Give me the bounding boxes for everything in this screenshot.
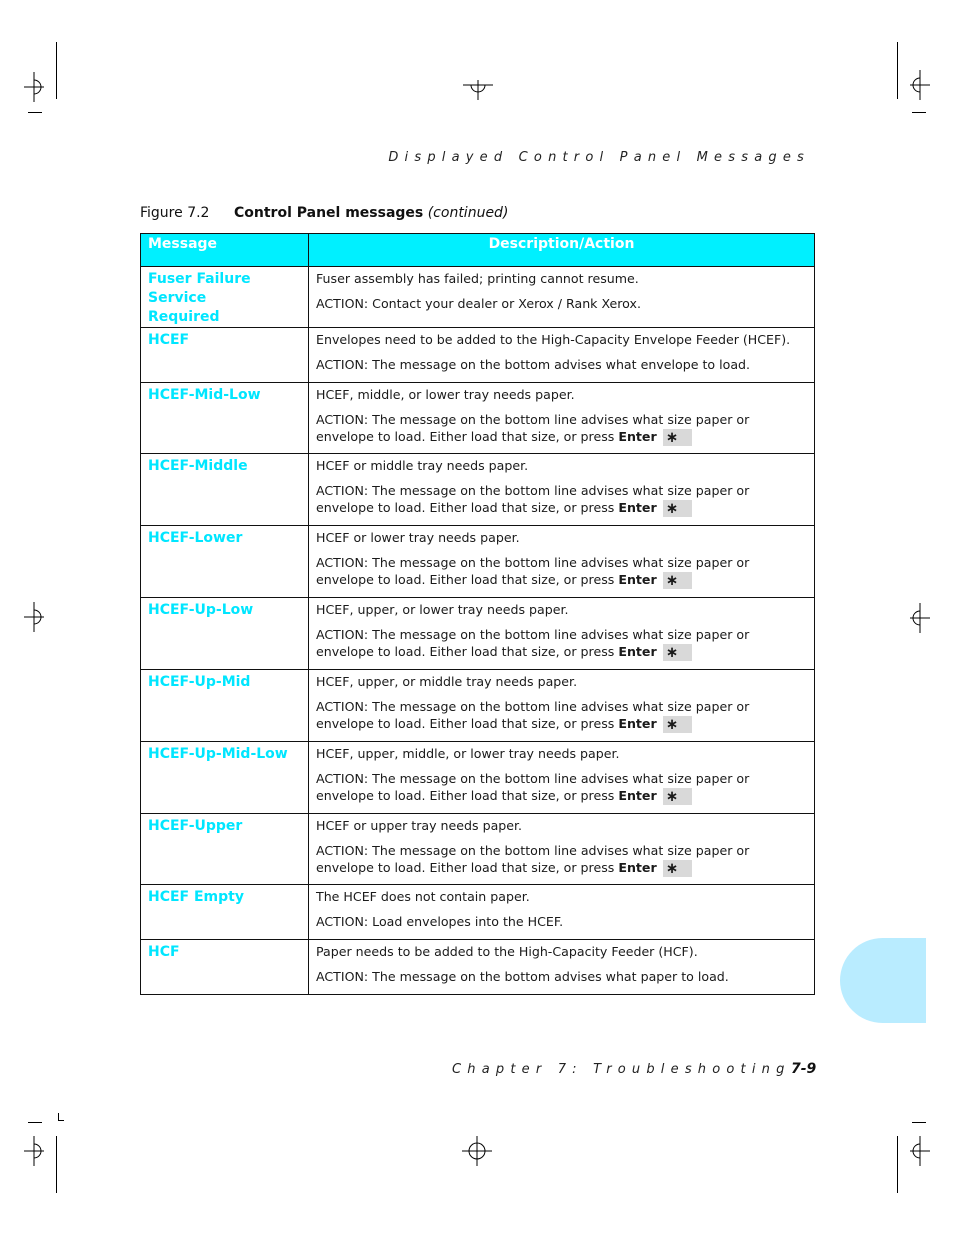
table-row <box>141 742 815 814</box>
enter-key-icon: ∗ <box>663 716 692 733</box>
message-name: HCEF-Up-Low <box>141 598 309 670</box>
table-row <box>141 454 815 526</box>
message-description-cell <box>309 383 815 454</box>
message-description: HCEF, middle, or lower tray needs paper. <box>316 387 575 402</box>
figure-caption <box>140 205 508 221</box>
action-text: ACTION: The message on the bottom line advises what size paper or envelope to load. Either load that size, or press <box>316 627 750 659</box>
message-name: HCEF-Mid-Low <box>141 383 309 454</box>
message-name: HCEF-Upper <box>141 814 309 885</box>
message-action <box>316 482 807 517</box>
table-row <box>141 598 815 670</box>
message-description-cell <box>309 670 815 742</box>
enter-key-icon: ∗ <box>663 788 692 805</box>
enter-key-label: Enter <box>618 860 657 875</box>
registration-mark <box>24 1136 44 1166</box>
action-text: ACTION: The message on the bottom line advises what size paper or envelope to load. Either load that size, or press <box>316 699 750 731</box>
message-description-cell <box>309 454 815 526</box>
crop-mark <box>912 112 926 113</box>
footer-chapter: Chapter 7: Troubleshooting <box>452 1062 791 1077</box>
crop-mark <box>897 42 898 99</box>
figure-continued: (continued) <box>427 205 509 221</box>
message-action <box>316 626 807 661</box>
column-header-description: Description/Action <box>309 234 815 267</box>
table-row <box>141 670 815 742</box>
message-action <box>316 842 807 877</box>
enter-key-icon: ∗ <box>663 644 692 661</box>
enter-key-icon: ∗ <box>663 572 692 589</box>
message-action <box>316 295 807 312</box>
message-description: HCEF or middle tray needs paper. <box>316 458 529 473</box>
action-text: ACTION: The message on the bottom line advises what size paper or envelope to load. Either load that size, or press <box>316 483 750 515</box>
action-text: ACTION: The message on the bottom line advises what size paper or envelope to load. Either load that size, or press <box>316 555 750 587</box>
message-description-cell <box>309 742 815 814</box>
message-name: HCEF-Middle <box>141 454 309 526</box>
message-description: HCEF, upper, middle, or lower tray needs paper. <box>316 746 620 761</box>
table-row <box>141 383 815 454</box>
message-name: HCF <box>141 940 309 995</box>
enter-key-label: Enter <box>618 429 657 444</box>
message-description-cell <box>309 814 815 885</box>
table-row <box>141 885 815 940</box>
message-description: Envelopes need to be added to the High-Capacity Envelope Feeder (HCEF). <box>316 332 791 347</box>
message-description-cell <box>309 526 815 598</box>
message-action <box>316 968 807 985</box>
chapter-tab <box>840 938 926 1023</box>
enter-key-icon: ∗ <box>663 860 692 877</box>
message-name: HCEF <box>141 328 309 383</box>
enter-key-label: Enter <box>618 644 657 659</box>
enter-key-icon: ∗ <box>663 429 692 446</box>
message-description-cell <box>309 598 815 670</box>
action-text: ACTION: Load envelopes into the HCEF. <box>316 914 564 929</box>
action-text: ACTION: Contact your dealer or Xerox / Rank Xerox. <box>316 296 641 311</box>
enter-key-label: Enter <box>618 788 657 803</box>
message-action <box>316 554 807 589</box>
registration-mark <box>462 1136 492 1166</box>
table-row <box>141 267 815 328</box>
registration-mark <box>910 603 930 633</box>
message-action <box>316 913 807 930</box>
message-description: HCEF or upper tray needs paper. <box>316 818 523 833</box>
message-action <box>316 356 807 373</box>
crop-mark <box>56 1136 57 1193</box>
message-action <box>316 698 807 733</box>
registration-mark <box>910 1136 930 1166</box>
action-text: ACTION: The message on the bottom advises what paper to load. <box>316 969 729 984</box>
crop-mark <box>28 112 42 113</box>
message-action <box>316 770 807 805</box>
crop-mark <box>897 1136 898 1193</box>
message-description: HCEF, upper, or middle tray needs paper. <box>316 674 578 689</box>
crop-mark <box>58 1120 64 1121</box>
table-row <box>141 328 815 383</box>
registration-mark <box>24 72 44 102</box>
action-text: ACTION: The message on the bottom line advises what size paper or envelope to load. Either load that size, or press <box>316 771 750 803</box>
column-header-message: Message <box>141 234 309 267</box>
message-description: Fuser assembly has failed; printing cannot resume. <box>316 271 639 286</box>
message-description: Paper needs to be added to the High-Capacity Feeder (HCF). <box>316 944 698 959</box>
message-name: HCEF-Up-Mid-Low <box>141 742 309 814</box>
message-name: HCEF-Lower <box>141 526 309 598</box>
action-text: ACTION: The message on the bottom advises what envelope to load. <box>316 357 751 372</box>
message-name: HCEF-Up-Mid <box>141 670 309 742</box>
message-description: HCEF, upper, or lower tray needs paper. <box>316 602 569 617</box>
registration-mark <box>24 602 44 632</box>
enter-key-icon: ∗ <box>663 500 692 517</box>
registration-mark <box>463 80 493 100</box>
figure-title: Control Panel messages <box>234 205 424 221</box>
table-header-row <box>141 234 815 267</box>
figure-number: Figure 7.2 <box>140 205 210 221</box>
action-text: ACTION: The message on the bottom line advises what size paper or envelope to load. Either load that size, or press <box>316 412 750 444</box>
registration-mark <box>910 70 930 100</box>
table-row <box>141 814 815 885</box>
message-description: The HCEF does not contain paper. <box>316 889 530 904</box>
enter-key-label: Enter <box>618 572 657 587</box>
action-text: ACTION: The message on the bottom line advises what size paper or envelope to load. Either load that size, or press <box>316 843 750 875</box>
enter-key-label: Enter <box>618 500 657 515</box>
enter-key-label: Enter <box>618 716 657 731</box>
page-number: 7-9 <box>791 1061 817 1077</box>
message-description: HCEF or lower tray needs paper. <box>316 530 520 545</box>
table-row <box>141 940 815 995</box>
crop-mark <box>28 1122 42 1123</box>
message-name: HCEF Empty <box>141 885 309 940</box>
crop-mark <box>912 1122 926 1123</box>
message-name: Fuser Failure Service Required <box>141 267 309 328</box>
table-row <box>141 526 815 598</box>
running-head: Displayed Control Panel Messages <box>388 150 810 165</box>
message-action <box>316 411 807 446</box>
crop-mark <box>56 42 57 99</box>
message-description-cell <box>309 328 815 383</box>
message-description-cell <box>309 267 815 328</box>
messages-table <box>140 233 815 995</box>
message-description-cell <box>309 885 815 940</box>
message-description-cell <box>309 940 815 995</box>
